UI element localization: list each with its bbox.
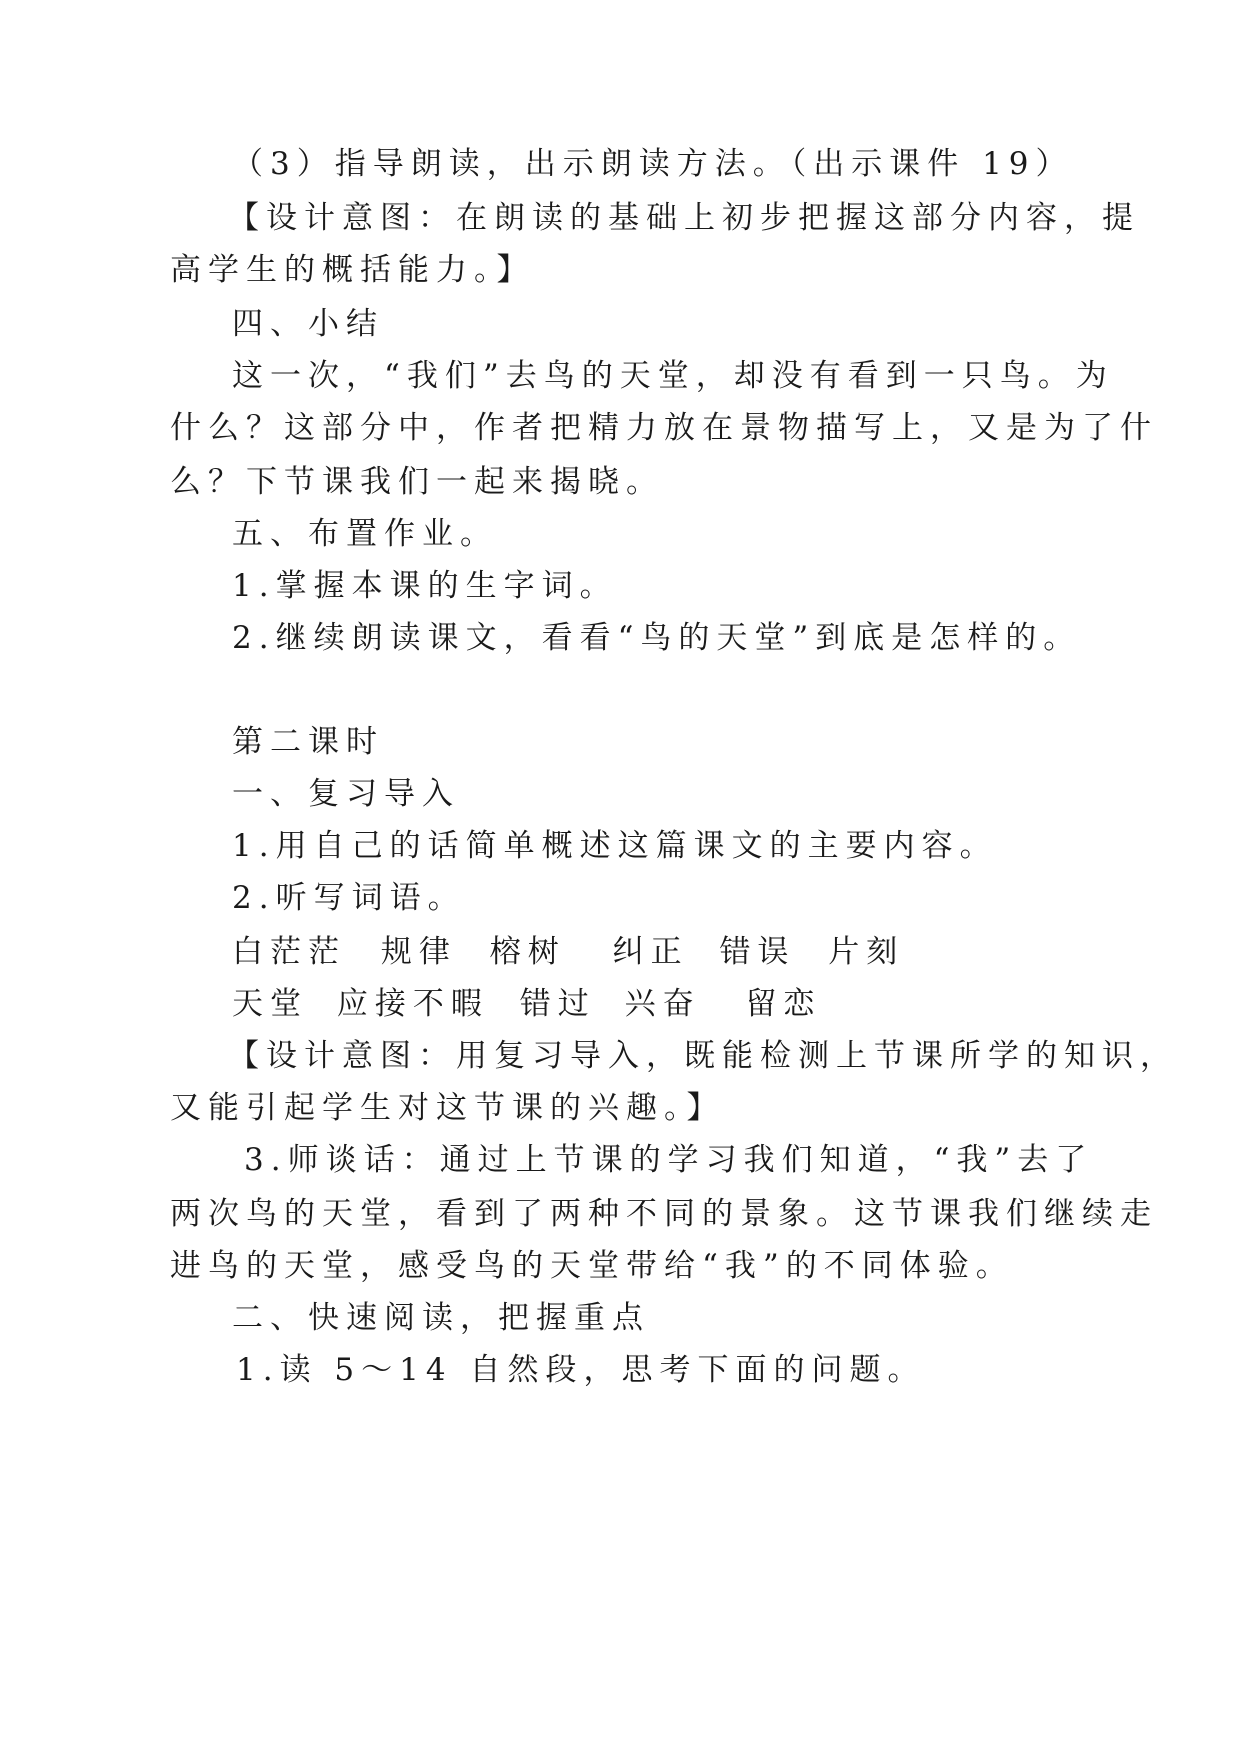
dictation-word: 兴奋 [624, 986, 701, 1022]
dictation-words-row-2 [232, 984, 821, 1024]
dictation-words-row-1 [232, 932, 904, 972]
fast-reading-item-1: 1.读 5～14 自然段，思考下面的问题。 [236, 1352, 926, 1388]
dictation-word: 片刻 [828, 934, 905, 970]
summary-line-2: 什么？这部分中，作者把精力放在景物描写上，又是为了什 [170, 410, 1158, 446]
teacher-talk-line-1: 3.师谈话：通过上节课的学习我们知道，“我”去了 [244, 1142, 1094, 1178]
dictation-word: 应接不暇 [336, 986, 489, 1022]
step-3-instruction: （3）指导朗读，出示朗读方法。（出示课件 19） [232, 146, 1074, 182]
dictation-word: 榕树 [489, 934, 566, 970]
dictation-word: 错误 [719, 934, 796, 970]
section-heading-fast-reading: 二、快速阅读，把握重点 [232, 1300, 650, 1336]
teacher-talk-line-2: 两次鸟的天堂，看到了两种不同的景象。这节课我们继续走 [170, 1196, 1158, 1232]
design-intent-1-line-1: 【设计意图：在朗读的基础上初步把握这部分内容，提 [228, 200, 1140, 236]
section-heading-review: 一、复习导入 [232, 776, 460, 812]
dictation-word: 错过 [519, 986, 596, 1022]
design-intent-2-line-1: 【设计意图：用复习导入，既能检测上节课所学的知识， [228, 1038, 1178, 1074]
section-heading-summary: 四、小结 [232, 306, 384, 342]
dictation-word: 纠正 [612, 934, 689, 970]
summary-line-1: 这一次，“我们”去鸟的天堂，却没有看到一只鸟。为 [232, 358, 1114, 394]
summary-line-3: 么？下节课我们一起来揭晓。 [170, 464, 664, 500]
design-intent-2-line-2: 又能引起学生对这节课的兴趣。】 [170, 1090, 725, 1126]
teacher-talk-line-3: 进鸟的天堂，感受鸟的天堂带给“我”的不同体验。 [170, 1248, 1014, 1284]
lesson-two-title: 第二课时 [232, 724, 384, 760]
design-intent-1-line-2: 高学生的概括能力。】 [170, 252, 535, 288]
dictation-word: 留恋 [745, 986, 822, 1022]
review-item-2: 2.听写词语。 [232, 880, 466, 916]
homework-item-2: 2.继续朗读课文，看看“鸟的天堂”到底是怎样的。 [232, 620, 1082, 656]
dictation-word: 白茫茫 [232, 934, 346, 970]
review-item-1: 1.用自己的话简单概述这篇课文的主要内容。 [232, 828, 998, 864]
section-heading-homework: 五、布置作业。 [232, 516, 498, 552]
homework-item-1: 1.掌握本课的生字词。 [232, 568, 618, 604]
dictation-word: 规律 [380, 934, 457, 970]
dictation-word: 天堂 [232, 986, 308, 1022]
